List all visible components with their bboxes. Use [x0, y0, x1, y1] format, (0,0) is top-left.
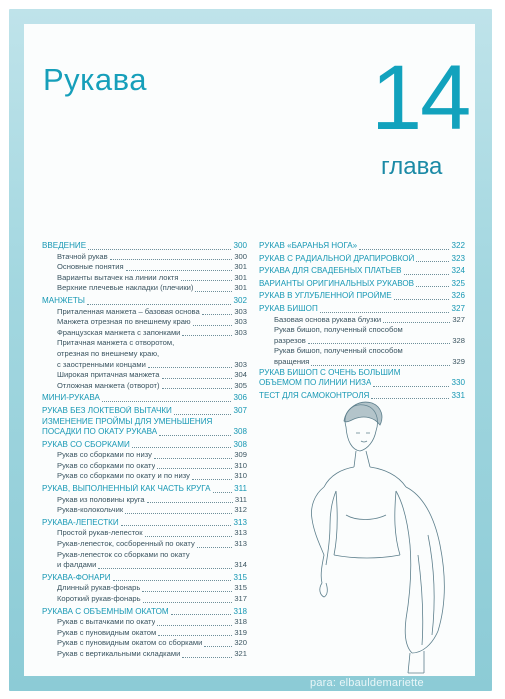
- chapter-label: глава: [381, 153, 443, 180]
- toc-entry-line: РУКАВ БИШОП С ОЧЕНЬ БОЛЬШИМ: [259, 367, 401, 377]
- toc-page-number: 311: [234, 494, 247, 504]
- toc-entry[interactable]: [42, 539, 247, 550]
- toc-entry[interactable]: [42, 495, 247, 506]
- toc-entry[interactable]: [42, 328, 247, 339]
- toc-entry-title: РУКАВА-ФОНАРИ: [42, 572, 111, 582]
- toc-entry[interactable]: [42, 283, 247, 294]
- toc-entry-title: ОБЪЕМОМ ПО ЛИНИИ НИЗА: [259, 378, 372, 388]
- toc-entry-title: Рукав со сборками по низу: [57, 450, 152, 460]
- toc-leader-dots: [193, 325, 233, 326]
- toc-page-number: 306: [233, 393, 247, 403]
- toc-page-number: 331: [451, 390, 465, 400]
- toc-leader-dots: [174, 414, 232, 415]
- toc-page-number: 301: [234, 283, 247, 293]
- toc-leader-dots: [132, 447, 232, 448]
- toc-entry-title: РУКАВ В УГЛУБЛЕННОЙ ПРОЙМЕ: [259, 291, 392, 301]
- toc-entry-title: РУКАВА ДЛЯ СВАДЕБНЫХ ПЛАТЬЕВ: [259, 266, 402, 276]
- toc-entry-title: ВВЕДЕНИЕ: [42, 241, 87, 250]
- toc-entry[interactable]: [42, 528, 247, 539]
- page-title: Рукава: [43, 62, 148, 97]
- toc-entry-title: ПОСАДКИ ПО ОКАТУ РУКАВА: [42, 427, 158, 437]
- toc-entry-title: ТЕСТ ДЛЯ САМОКОНТРОЛЯ: [259, 390, 370, 400]
- toc-entry-title: Втачной рукав: [57, 251, 108, 261]
- toc-leader-dots: [88, 249, 231, 250]
- toc-entry-title: Рукав с вытачками по окату: [57, 617, 156, 627]
- toc-page-number: 326: [451, 291, 465, 301]
- toc-entry-title: Рукав со сборками по окату и по низу: [57, 471, 190, 481]
- toc-leader-dots: [158, 635, 232, 636]
- toc-entry-title: Рукав-колокольчик: [57, 505, 124, 515]
- toc-leader-dots: [102, 401, 232, 402]
- toc-page-number: 311: [234, 484, 247, 494]
- toc-section[interactable]: [42, 518, 247, 529]
- toc-section[interactable]: [259, 378, 465, 389]
- toc-page-number: 328: [452, 335, 465, 345]
- toc-page-number: 303: [234, 306, 247, 316]
- toc-entry[interactable]: [259, 336, 465, 347]
- toc-entry[interactable]: [42, 381, 247, 392]
- toc-page-number: 315: [233, 572, 247, 582]
- toc-page-number: 330: [451, 378, 465, 388]
- toc-leader-dots: [113, 580, 232, 581]
- toc-leader-dots: [148, 367, 232, 368]
- toc-leader-dots: [383, 322, 450, 323]
- toc-leader-dots: [110, 259, 233, 260]
- toc-leader-dots: [182, 657, 232, 658]
- toc-section[interactable]: [259, 291, 465, 302]
- toc-entry-title: РУКАВ БЕЗ ЛОКТЕВОЙ ВЫТАЧКИ: [42, 405, 172, 415]
- toc-page-number: 300: [233, 241, 247, 250]
- toc-leader-dots: [359, 249, 449, 250]
- toc-entry-title: РУКАВ БИШОП: [259, 303, 318, 313]
- toc-entry-title: Французская манжета с запонками: [57, 327, 181, 337]
- toc-entry[interactable]: [42, 450, 247, 461]
- toc-section[interactable]: [42, 393, 247, 404]
- toc-entry[interactable]: [42, 617, 247, 628]
- toc-entry-title: МАНЖЕТЫ: [42, 295, 85, 305]
- toc-page-number: 323: [451, 253, 465, 263]
- toc-leader-dots: [192, 479, 232, 480]
- toc-leader-dots: [121, 525, 232, 526]
- toc-entry[interactable]: [42, 638, 247, 649]
- toc-entry[interactable]: [42, 370, 247, 381]
- toc-leader-dots: [213, 492, 233, 493]
- toc-page-number: 317: [234, 594, 247, 603]
- toc-entry-line: отрезная по внешнему краю,: [57, 348, 160, 358]
- toc-entry-title: Верхние плечевые накладки (плечики): [57, 283, 194, 293]
- toc-leader-dots: [147, 502, 233, 503]
- toc-leader-dots: [142, 591, 232, 592]
- toc-page-number: 318: [234, 617, 247, 627]
- toc-entry[interactable]: [42, 262, 247, 273]
- toc-leader-dots: [145, 536, 233, 537]
- toc-page-number: 309: [234, 450, 247, 460]
- toc-leader-dots: [311, 365, 450, 366]
- toc-page-number: 315: [234, 583, 247, 593]
- toc-page-number: 329: [452, 356, 465, 366]
- toc-leader-dots: [202, 314, 233, 315]
- toc-entry-title: вращения: [274, 356, 310, 366]
- toc-entry-title: Простой рукав-лепесток: [57, 528, 143, 538]
- toc-entry-title: МИНИ-РУКАВА: [42, 393, 100, 403]
- toc-leader-dots: [195, 291, 232, 292]
- toc-leader-dots: [171, 614, 232, 615]
- toc-leader-dots: [159, 435, 231, 436]
- toc-page-number: 320: [234, 638, 247, 648]
- toc-leader-dots: [416, 261, 449, 262]
- toc-entry-title: Манжета отрезная по внешнему краю: [57, 317, 191, 327]
- toc-page-number: 314: [234, 560, 247, 570]
- toc-leader-dots: [182, 335, 232, 336]
- toc-page-number: 313: [234, 539, 247, 549]
- toc-page-number: 321: [234, 648, 247, 658]
- toc-entry[interactable]: [259, 315, 465, 326]
- toc-entry-title: с заостренными концами: [57, 359, 146, 369]
- toc-entry-line: Рукав бишоп, полученный способом: [274, 346, 403, 356]
- toc-entry-line: Рукав-лепесток со сборками по окату: [57, 549, 190, 559]
- toc-page-number: 313: [234, 528, 247, 538]
- toc-page-number: 300: [234, 251, 247, 261]
- toc-page-number: 310: [234, 460, 247, 470]
- toc-column-left: [42, 239, 247, 660]
- toc-entry[interactable]: [42, 307, 247, 318]
- toc-section[interactable]: [42, 573, 247, 584]
- toc-leader-dots: [197, 547, 233, 548]
- toc-entry-title: и фалдами: [57, 560, 97, 570]
- toc-page-number: 319: [234, 627, 247, 637]
- toc-leader-dots: [157, 625, 232, 626]
- toc-section[interactable]: [259, 266, 465, 277]
- toc-entry[interactable]: [42, 273, 247, 284]
- toc-entry-title: Приталенная манжета – базовая основа: [57, 306, 200, 316]
- toc-leader-dots: [143, 602, 233, 603]
- toc-section[interactable]: [42, 241, 247, 252]
- toc-leader-dots: [404, 274, 450, 275]
- toc-entry-title: Короткий рукав-фонарь: [57, 594, 141, 603]
- toc-leader-dots: [162, 388, 233, 389]
- toc-leader-dots: [125, 513, 232, 514]
- toc-entry-title: РУКАВ СО СБОРКАМИ: [42, 439, 130, 449]
- footer-credit: para: elbauldemariette: [310, 677, 424, 689]
- toc-entry[interactable]: [42, 461, 247, 472]
- toc-entry[interactable]: [42, 505, 247, 516]
- toc-page-number: 310: [234, 471, 247, 481]
- toc-entry-line: Рукав бишоп, полученный способом: [274, 325, 403, 335]
- toc-entry-title: Рукав с вертикальными складками: [57, 648, 181, 658]
- toc-entry-line: Притачная манжета с отворотом,: [57, 338, 175, 348]
- toc-section[interactable]: [259, 241, 465, 252]
- toc-entry[interactable]: [42, 649, 247, 660]
- fashion-illustration: [294, 395, 474, 681]
- toc-entry-title: Рукав с пуновидным окатом: [57, 627, 157, 637]
- toc-entry-title: Рукав-лепесток, сосборенный по окату: [57, 539, 195, 549]
- toc-leader-dots: [181, 280, 233, 281]
- toc-section[interactable]: [259, 254, 465, 265]
- toc-page-number: 322: [451, 241, 465, 250]
- toc-page-number: 301: [234, 272, 247, 282]
- toc-page-number: 325: [451, 278, 465, 288]
- toc-entry-title: Рукав с пуновидным окатом со сборками: [57, 638, 203, 648]
- toc-entry[interactable]: [42, 317, 247, 328]
- toc-entry-title: ВАРИАНТЫ ОРИГИНАЛЬНЫХ РУКАВОВ: [259, 278, 415, 288]
- toc-section[interactable]: [42, 484, 247, 495]
- toc-entry[interactable]: [42, 360, 247, 371]
- toc-leader-dots: [98, 568, 232, 569]
- toc-leader-dots: [87, 304, 232, 305]
- toc-leader-dots: [204, 646, 232, 647]
- toc-page-number: 303: [234, 359, 247, 369]
- toc-page-number: 312: [234, 505, 247, 515]
- toc-section[interactable]: [42, 440, 247, 451]
- toc-entry-line: ИЗМЕНЕНИЕ ПРОЙМЫ ДЛЯ УМЕНЬШЕНИЯ: [42, 416, 213, 426]
- toc-leader-dots: [162, 378, 233, 379]
- toc-entry-title: Отложная манжета (отворот): [57, 380, 160, 390]
- toc-entry[interactable]: [42, 628, 247, 639]
- toc-section[interactable]: [42, 406, 247, 417]
- toc-entry-title: Основные понятия: [57, 262, 124, 272]
- toc-entry-title: РУКАВ «БАРАНЬЯ НОГА»: [259, 241, 358, 250]
- toc-page-number: 303: [234, 317, 247, 327]
- toc-page-number: 302: [233, 295, 247, 305]
- toc-leader-dots: [126, 270, 233, 271]
- toc-leader-dots: [157, 468, 232, 469]
- toc-page-number: 303: [234, 327, 247, 337]
- toc-entry-title: Базовая основа рукава блузки: [274, 314, 382, 324]
- toc-page-number: 308: [233, 427, 247, 437]
- toc-entry[interactable]: [42, 471, 247, 482]
- toc-section[interactable]: [42, 607, 247, 618]
- toc-entry-title: РУКАВА-ЛЕПЕСТКИ: [42, 517, 119, 527]
- toc-section[interactable]: [259, 304, 465, 315]
- toc-section[interactable]: [42, 296, 247, 307]
- toc-entry-title: разрезов: [274, 335, 306, 345]
- toc-page-number: 305: [234, 380, 247, 390]
- chapter-number: 14: [371, 47, 470, 149]
- toc-entry-title: Рукав из половины круга: [57, 494, 145, 504]
- toc-entry[interactable]: [259, 357, 465, 368]
- toc-section[interactable]: [259, 279, 465, 290]
- toc-page-number: 308: [233, 439, 247, 449]
- toc-entry-title: РУКАВА С ОБЪЕМНЫМ ОКАТОМ: [42, 606, 169, 616]
- toc-entry[interactable]: [42, 594, 247, 605]
- toc-page-number: 324: [451, 266, 465, 276]
- toc-page-number: 318: [233, 606, 247, 616]
- toc-leader-dots: [308, 343, 451, 344]
- toc-leader-dots: [373, 386, 449, 387]
- toc-entry-title: Широкая притачная манжета: [57, 370, 160, 380]
- toc-page-number: 327: [452, 314, 465, 324]
- toc-page-number: 301: [234, 262, 247, 272]
- toc-entry-title: Варианты вытачек на линии локтя: [57, 272, 179, 282]
- toc-page-number: 304: [234, 370, 247, 380]
- toc-section[interactable]: [42, 427, 247, 438]
- toc-leader-dots: [394, 299, 450, 300]
- toc-leader-dots: [416, 286, 449, 287]
- toc-entry[interactable]: [42, 583, 247, 594]
- toc-leader-dots: [154, 458, 232, 459]
- toc-leader-dots: [320, 312, 450, 313]
- toc-entry-title: Рукав со сборками по окату: [57, 460, 156, 470]
- toc-page-number: 327: [451, 303, 465, 313]
- toc-page-number: 313: [233, 517, 247, 527]
- toc-entry[interactable]: [42, 560, 247, 571]
- toc-entry-title: РУКАВ С РАДИАЛЬНОЙ ДРАПИРОВКОЙ: [259, 253, 415, 263]
- toc-entry[interactable]: [42, 252, 247, 263]
- toc-page-number: 307: [233, 405, 247, 415]
- toc-column-right: [259, 239, 465, 401]
- toc-entry-title: РУКАВ, ВЫПОЛНЕННЫЙ КАК ЧАСТЬ КРУГА: [42, 484, 211, 494]
- toc-entry-title: Длинный рукав-фонарь: [57, 583, 141, 593]
